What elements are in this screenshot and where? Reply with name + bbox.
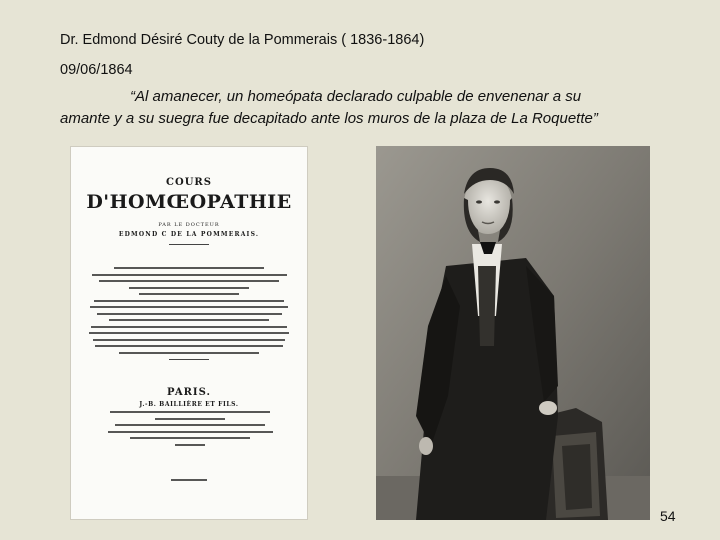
book-publisher: J.-B. BAILLIÈRE ET FILS.: [139, 401, 239, 408]
portrait-photo: [376, 146, 650, 520]
book-series: COURS: [166, 177, 212, 188]
book-divider: [169, 244, 209, 245]
page-number: 54: [660, 508, 676, 524]
book-title-page-image: [70, 146, 308, 520]
book-city: PARIS.: [167, 387, 211, 398]
book-title: D'HOMŒOPATHIE: [86, 191, 292, 213]
book-by: PAR LE DOCTEUR: [158, 222, 220, 228]
book-author: EDMOND C DE LA POMMERAIS.: [118, 231, 260, 238]
date-line: 09/06/1864: [60, 62, 133, 78]
quote-line-2: amante y a su suegra fue decapitado ante los muros de la plaza de La Roquette”: [60, 110, 598, 127]
book-divider: [169, 359, 209, 360]
book-publisher-details: [105, 411, 275, 450]
quote-line-1: “Al amanecer, un homeópata declarado culpable de envenenar a su: [130, 88, 582, 105]
book-contents-block: [89, 267, 289, 358]
page-title: Dr. Edmond Désiré Couty de la Pommerais ( 1836-1864): [60, 32, 425, 48]
quote-text: [60, 86, 660, 130]
